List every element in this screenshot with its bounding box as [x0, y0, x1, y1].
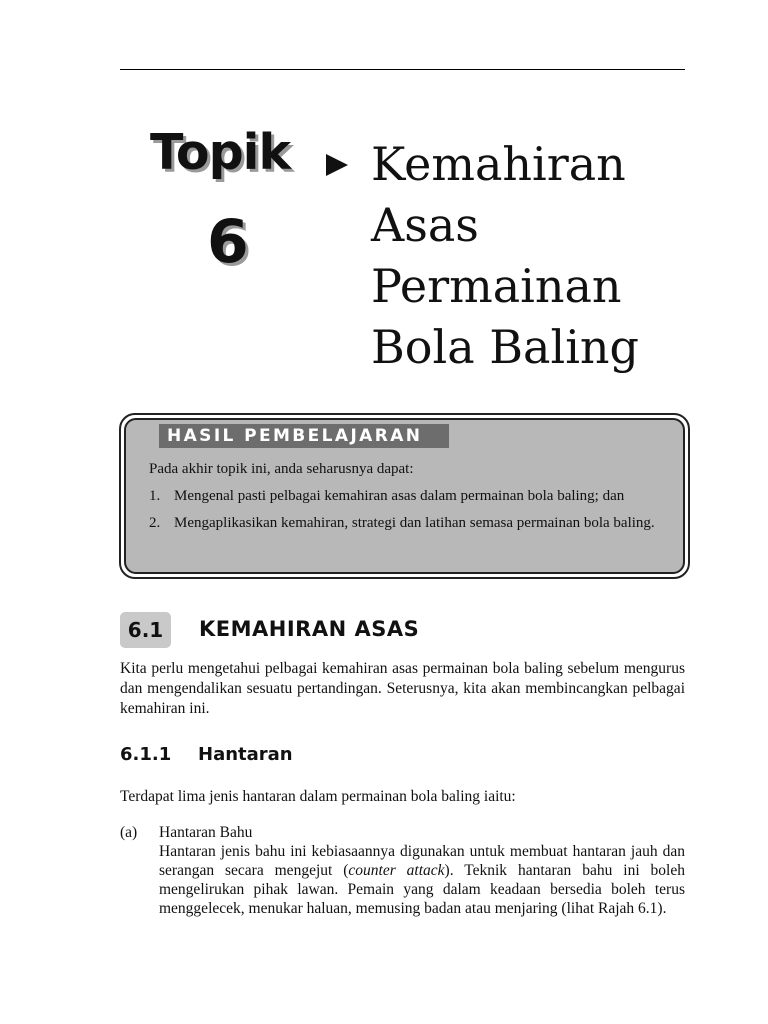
item-body [159, 823, 685, 918]
learning-outcomes-list [149, 487, 676, 541]
topic-title [371, 134, 701, 378]
section-title: KEMAHIRAN ASAS [199, 617, 420, 641]
topic-title-line: Permainan [371, 259, 622, 313]
topic-number: 6 [207, 207, 249, 277]
item-text-part: Hantaran jenis bahu ini kebiasaannya digunakan untuk membuat hantaran jauh dan serangan secara mengejut ( [159, 843, 685, 879]
topic-title-line: Bola Baling [371, 320, 639, 374]
topic-label: Topik [150, 124, 291, 181]
item-text-part: ). Teknik hantaran bahu ini boleh mengelirukan pihak lawan. Pemain yang dalam keadaan bersedia boleh terus menggelecek, menukar haluan, memusing badan atau menjaring (lihat Rajah 6.1). [159, 862, 685, 917]
top-rule [120, 69, 685, 70]
learning-outcomes-box [119, 413, 690, 579]
triangle-right-icon [326, 154, 348, 176]
subsection-heading [120, 744, 293, 765]
learning-outcomes-header: HASIL PEMBELAJARAN [159, 424, 449, 448]
topic-title-line: Kemahiran [371, 137, 626, 191]
subsection-paragraph: Terdapat lima jenis hantaran dalam permainan bola baling iaitu: [120, 788, 516, 805]
list-item [149, 514, 676, 533]
section-number-badge: 6.1 [120, 612, 171, 648]
learning-outcomes-intro: Pada akhir topik ini, anda seharusnya dapat: [149, 461, 414, 477]
subsection-title: Hantaran [198, 744, 293, 765]
subsection-number: 6.1.1 [120, 744, 172, 765]
item-heading: Hantaran Bahu [159, 824, 253, 841]
item-text-italic: counter attack [348, 862, 445, 879]
section-paragraph: Kita perlu mengetahui pelbagai kemahiran asas permainan bola baling sebelum mengurus dan mengendalikan sesuatu pertandingan. Seterusnya, kita akan membincangkan pelbagai kemahiran ini. [120, 660, 685, 717]
list-item-number: 2. [149, 515, 161, 531]
topic-title-line: Asas [371, 198, 479, 252]
item-text [159, 842, 685, 918]
list-item-text: Mengenal pasti pelbagai kemahiran asas dalam permainan bola baling; dan [174, 488, 625, 504]
list-item-number: 1. [149, 488, 161, 504]
learning-outcomes-panel [124, 418, 685, 574]
item-label: (a) [120, 824, 138, 841]
list-item-text: Mengaplikasikan kemahiran, strategi dan latihan semasa permainan bola baling. [174, 515, 655, 531]
list-item [149, 487, 676, 506]
